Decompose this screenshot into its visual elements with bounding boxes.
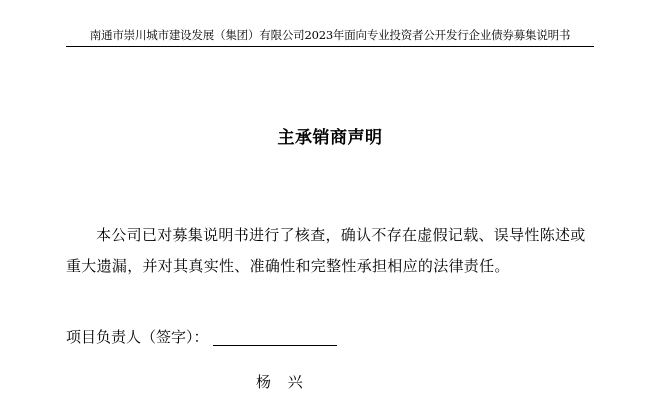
statement-line-2: 重大遗漏，并对其真实性、准确性和完整性承担相应的法律责任。: [66, 257, 510, 275]
signature-line: [213, 325, 337, 346]
statement-paragraph: [66, 220, 600, 282]
statement-line-1: 本公司已对募集说明书进行了核查，确认不存在虚假记载、误导性陈述或: [96, 226, 586, 244]
header-divider: [66, 46, 594, 47]
signatory-name: 杨 兴: [256, 373, 309, 391]
document-title: 主承销商声明: [277, 128, 383, 148]
page-header: 南通市崇川城市建设发展（集团）有限公司2023年面向专业投资者公开发行企业债券募集说明书: [89, 28, 571, 42]
signature-label: 项目负责人（签字）：: [66, 328, 209, 346]
signature-row: [66, 325, 337, 349]
